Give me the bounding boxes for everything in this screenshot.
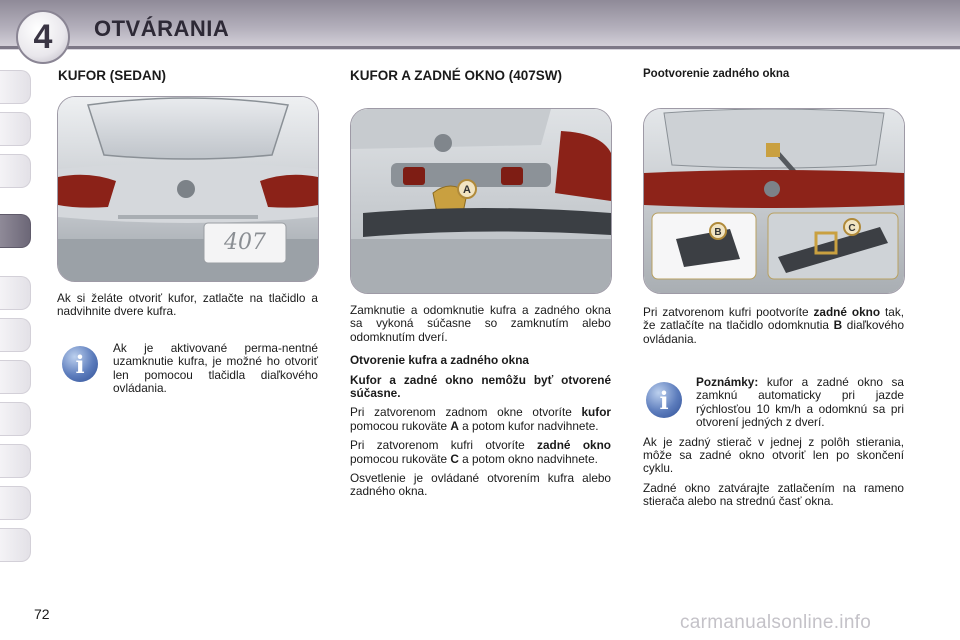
chapter-number-badge: 4 [16, 10, 70, 64]
rear-window-text [643, 306, 904, 352]
sw-trunk-paragraph-2: Pri zatvorenom zadnom okne otvoríte kufor pomocou rukoväte A a potom kufor nadvihnete. [350, 405, 611, 433]
chapter-tab-active[interactable] [0, 214, 31, 248]
sw-bold-warning: Kufor a zadné okno nemôžu byť otvorené súčasne. [350, 372, 611, 401]
chapter-tab[interactable] [0, 154, 31, 188]
handle-a-label: A [463, 184, 471, 196]
chapter-tab[interactable] [0, 360, 31, 394]
sedan-trunk-photo [57, 96, 319, 282]
sw-trunk-paragraph-3: Pri zatvorenom kufri otvoríte zadné okno pomocou rukoväte C a potom okno nadvihnete. [350, 438, 611, 466]
sedan-note-text: Ak je aktivované perma-nentné uzamknutie kufra, je možné ho otvoriť len pomocou tlačidla diaľkového ovládania. [113, 341, 318, 396]
sw-rear-illustration [351, 109, 611, 293]
chapter-tab[interactable] [0, 276, 31, 310]
section-heading-sw-trunk: KUFOR A ZADNÉ OKNO (407SW) [350, 68, 563, 83]
chapter-tab[interactable] [0, 318, 31, 352]
rear-window-illustration [644, 109, 904, 293]
sedan-trunk-paragraph: Ak si želáte otvoriť kufor, zatlačte na tlačidlo a nadvihnite dvere kufra. [57, 291, 318, 319]
chapter-tab[interactable] [0, 444, 31, 478]
sedan-rear-illustration [58, 97, 318, 281]
chapter-tabs [0, 62, 34, 572]
rear-window-photo [643, 108, 905, 294]
rear-window-note-text: Poznámky: kufor a zadné okno sa zamknú automaticky pri jazde rýchlosťou 10 km/h a odomknú sa pri otvorení jedných z dverí. [696, 375, 904, 430]
chapter-tab[interactable] [0, 486, 31, 520]
sw-trunk-text [350, 304, 611, 505]
rear-window-note [643, 376, 904, 515]
model-badge-text: 407 [224, 230, 266, 255]
sedan-trunk-text [57, 292, 318, 325]
sw-trunk-photo [350, 108, 612, 294]
info-icon: i [646, 382, 682, 418]
rear-window-paragraph: Pri zatvorenom kufri pootvoríte zadné okno tak, že zatlačíte na tlačidlo odomknutia B diaľkového ovládania. [643, 305, 905, 346]
handle-c-label: C [848, 223, 856, 234]
chapter-tab[interactable] [0, 528, 31, 562]
sw-trunk-paragraph-4: Osvetlenie je ovládané otvorením kufra alebo zadného okna. [350, 471, 611, 499]
rear-window-note-paragraph-2: Ak je zadný stierač v jednej z polôh stierania, môže sa zadné okno otvoriť len po skončení cyklu. [643, 434, 904, 476]
watermark: carmanualsonline.info [680, 612, 872, 633]
rear-window-note-paragraph-3: Zadné okno zatvárajte zatlačením na rameno stierača alebo na strednú časť okna. [643, 480, 904, 509]
chapter-tab[interactable] [0, 402, 31, 436]
info-icon: i [62, 346, 98, 382]
sedan-note [113, 342, 318, 402]
header-divider [0, 46, 960, 49]
chapter-tab[interactable] [0, 70, 31, 104]
section-heading-rear-window: Pootvorenie zadného okna [643, 68, 790, 80]
section-heading-sedan-trunk: KUFOR (SEDAN) [58, 68, 166, 83]
sw-subheading: Otvorenie kufra a zadného okna [350, 353, 529, 368]
chapter-tab[interactable] [0, 112, 31, 146]
button-b-label: B [714, 227, 722, 238]
page-number: 72 [34, 606, 50, 622]
chapter-title: OTVÁRANIA [94, 16, 230, 41]
sw-trunk-paragraph-1: Zamknutie a odomknutie kufra a zadného okna sa vykoná súčasne so zamknutím alebo odomknutím dverí. [350, 303, 611, 344]
